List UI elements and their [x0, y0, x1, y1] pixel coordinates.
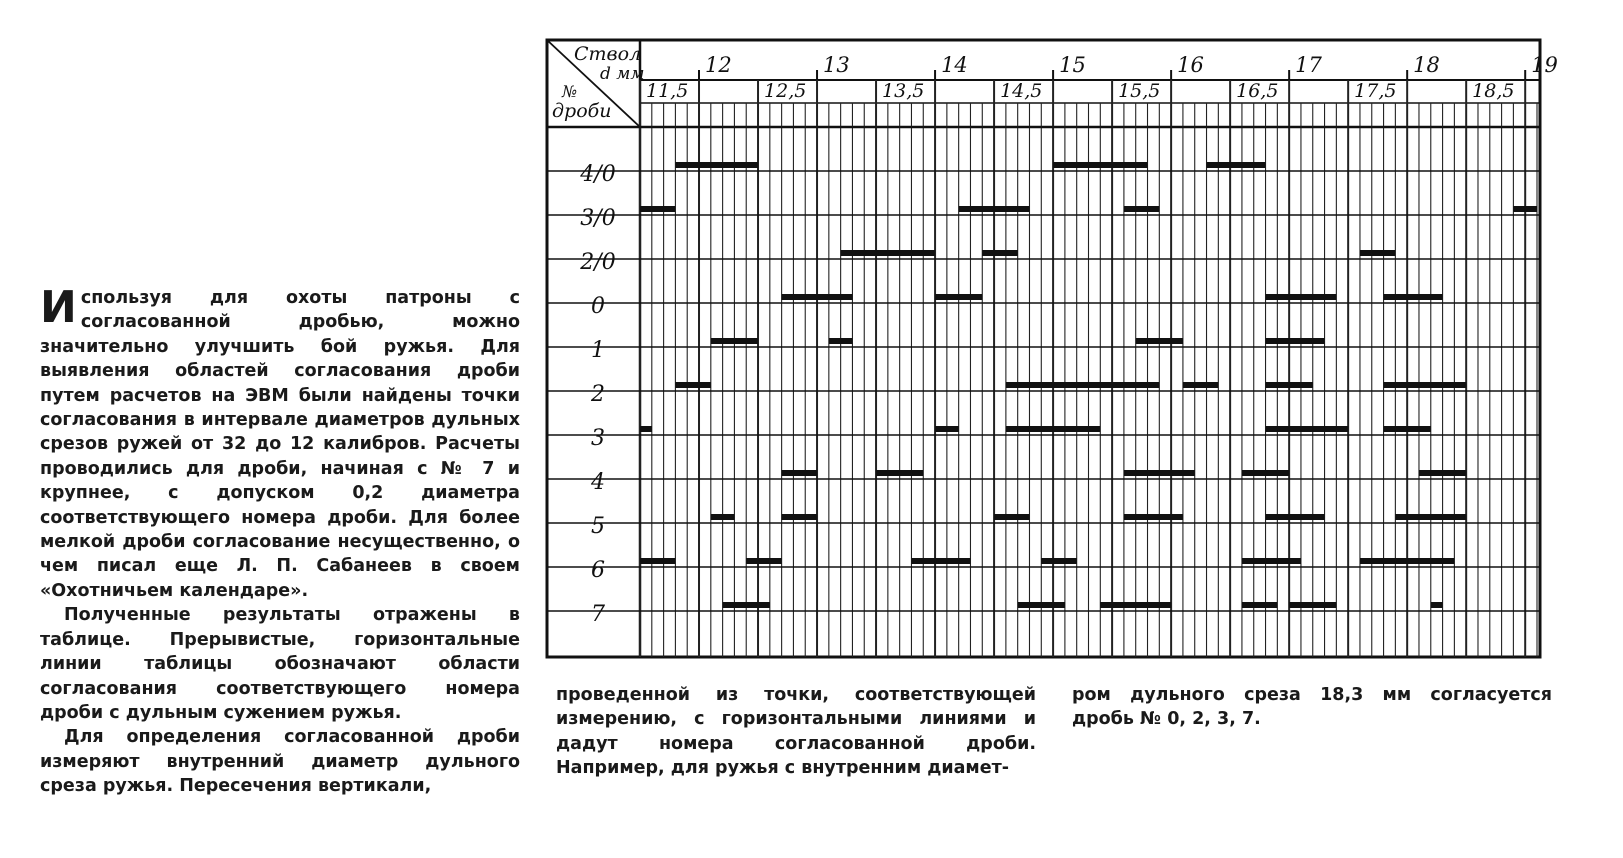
compatibility-segment	[1384, 382, 1467, 388]
compatibility-segment	[1124, 470, 1195, 476]
compatibility-segment	[1384, 426, 1431, 432]
shot-label: 0	[591, 294, 605, 319]
header-unit-label: d мм	[600, 64, 645, 84]
diameter-half-label: 13,5	[882, 80, 925, 102]
compatibility-segment	[640, 426, 652, 432]
compatibility-segment	[876, 470, 923, 476]
diameter-major-label: 19	[1531, 53, 1558, 77]
paragraph-5: ром дульного среза 18,3 мм согласуется дробь № 0, 2, 3, 7.	[1072, 685, 1552, 730]
compatibility-segment	[711, 514, 735, 520]
compatibility-segment	[935, 294, 982, 300]
diameter-major-label: 15	[1059, 53, 1086, 77]
compatibility-segment	[1513, 206, 1537, 212]
compatibility-segment	[841, 250, 935, 256]
compatibility-segment	[911, 558, 970, 564]
diameter-half-label: 18,5	[1472, 80, 1515, 102]
compatibility-segment	[1242, 558, 1301, 564]
compatibility-segment	[1207, 162, 1266, 168]
compatibility-segment	[1242, 602, 1277, 608]
diameter-major-label: 17	[1295, 53, 1322, 77]
diameter-major-label: 13	[823, 53, 850, 77]
compatibility-segment	[1266, 338, 1325, 344]
compatibility-segment	[1419, 470, 1466, 476]
compatibility-segment	[1053, 162, 1147, 168]
compatibility-segment	[1100, 602, 1171, 608]
shot-label: 3	[591, 426, 605, 451]
shot-label: 2	[591, 382, 605, 407]
header-col-label: Ствол	[574, 43, 642, 65]
compatibility-segment	[1266, 426, 1349, 432]
shot-label: 4	[591, 470, 605, 495]
shot-label: 7	[591, 602, 605, 627]
drop-cap: И	[40, 282, 77, 333]
compatibility-segment	[782, 514, 817, 520]
diameter-half-label: 12,5	[764, 80, 807, 102]
article-column-middle	[556, 683, 1036, 781]
diameter-major-label: 12	[705, 53, 732, 77]
paragraph-1-text: спользуя для охоты патроны с согласованной дробью, можно значительно улучшить бой ружья. Для выявления областей согласования дроби путем расчетов на ЭВМ были найдены точки согласования в интервале диаметров дульных срезов ружей от 32 до 12 калибров. Расчеты проводились для дроби, начиная с № 7 и крупнее, с допуском 0,2 диаметра соответствующего номера дроби. Для более мелкой дроби согласование несущественно, о чем писал еще Л. П. Сабанеев в своем «Охотничьем календаре».	[40, 288, 520, 601]
compatibility-segment	[1431, 602, 1443, 608]
compatibility-segment	[1384, 294, 1443, 300]
diameter-major-label: 14	[941, 53, 968, 77]
compatibility-segment	[1124, 514, 1183, 520]
shot-label: 4/0	[580, 162, 616, 187]
shot-label: 5	[591, 514, 605, 539]
article-column-right	[1072, 683, 1552, 732]
compatibility-segment	[829, 338, 853, 344]
compatibility-segment	[675, 162, 758, 168]
compatibility-segment	[1289, 602, 1336, 608]
chart-grid	[547, 40, 1540, 657]
compatibility-segment	[1360, 558, 1419, 564]
article-column-left	[40, 282, 520, 799]
paragraph-3: Для определения согласованной дроби измеряют внутренний диаметр дульного среза ружья. Пересечения вертикали,	[40, 727, 520, 797]
shot-label: 1	[591, 338, 605, 363]
diameter-half-label: 16,5	[1236, 80, 1279, 102]
compatibility-segment	[1360, 250, 1395, 256]
compatibility-segment	[1136, 338, 1183, 344]
compatibility-segment	[1183, 382, 1218, 388]
diameter-half-label: 17,5	[1354, 80, 1397, 102]
compatibility-segment	[1041, 558, 1076, 564]
compatibility-segment	[640, 558, 675, 564]
paragraph-2: Полученные результаты отражены в таблице. Прерывистые, горизонтальные линии таблицы обозначают области согласования соответствующего номера дроби с дульным сужением ружья.	[40, 605, 520, 723]
header-row-label-1: №	[562, 82, 578, 101]
compatibility-segment	[723, 602, 770, 608]
compatibility-segment	[782, 294, 853, 300]
diameter-half-label: 11,5	[646, 80, 689, 102]
diameter-major-label: 18	[1413, 53, 1440, 77]
shot-label: 3/0	[580, 206, 616, 231]
header-row-label-2: дроби	[552, 100, 612, 122]
shot-label: 2/0	[580, 250, 616, 275]
compatibility-segment	[1266, 294, 1337, 300]
compatibility-segment	[994, 514, 1029, 520]
compatibility-segment	[1242, 470, 1289, 476]
compatibility-segment	[782, 470, 817, 476]
compatibility-segment	[1006, 426, 1100, 432]
diameter-half-label: 15,5	[1118, 80, 1161, 102]
compatibility-segment	[746, 558, 781, 564]
compatibility-segment	[1018, 602, 1065, 608]
compatibility-segment	[1266, 382, 1313, 388]
paragraph-1	[40, 282, 520, 603]
compatibility-segment	[640, 206, 675, 212]
compatibility-segment	[959, 206, 1030, 212]
diameter-major-label: 16	[1177, 53, 1204, 77]
compatibility-segment	[711, 338, 758, 344]
compatibility-segment	[1266, 514, 1325, 520]
compatibility-segment	[1124, 206, 1159, 212]
compatibility-segment	[1419, 514, 1466, 520]
shot-label: 6	[591, 558, 605, 583]
diameter-half-label: 14,5	[1000, 80, 1043, 102]
compatibility-segment	[1006, 382, 1159, 388]
compatibility-segment	[935, 426, 959, 432]
compatibility-segment	[982, 250, 1017, 256]
compatibility-segment	[675, 382, 710, 388]
paragraph-4: проведенной из точки, соответствующей измерению, с горизонтальными линиями и дадут номера согласованной дроби. Например, для ружья с внутренним диамет-	[556, 685, 1036, 779]
compatibility-segment	[1419, 558, 1454, 564]
chart-frame	[547, 40, 1540, 657]
